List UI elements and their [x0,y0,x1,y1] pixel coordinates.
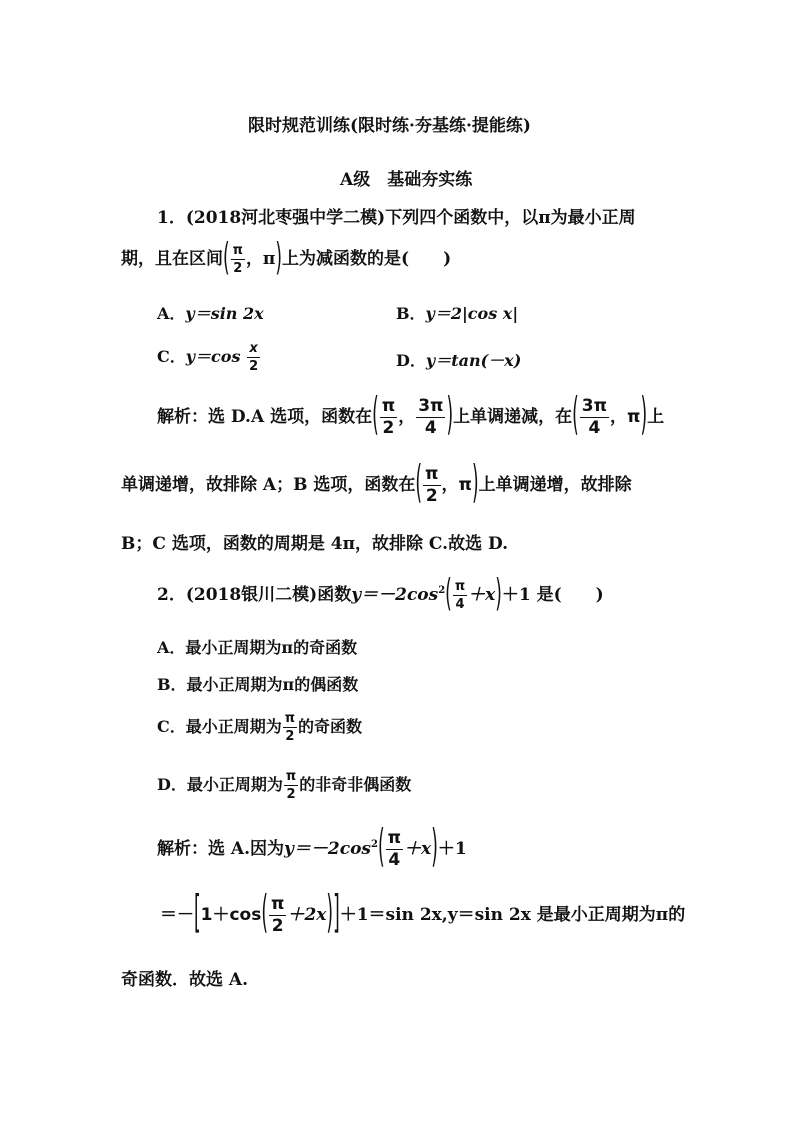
q1-solution-line2: 单调递增，故排除 A；B 选项，函数在( $\frac{\pi}{2}$ ，π)上单调递增，故排除 [121,458,632,511]
q2-option-a: A．最小正周期为π的奇函数 [157,638,358,657]
q1-stem-ending: 上为减函数的是( ) [282,249,452,269]
q2-option-c: C．最小正周期为 $\frac{\pi}{2}$ 的奇函数 [157,711,363,744]
q1-interval-fraction: $\frac{\pi}{2}$ [232,243,243,276]
q1-option-d: D．y＝tan(－x) [396,351,522,370]
q1-option-a: A．y＝sin 2x [157,304,264,323]
q2-option-d: D．最小正周期为 $\frac{\pi}{2}$ 的非奇非偶函数 [157,769,412,802]
q1-option-b: B．y＝2|cos x| [396,304,519,323]
q1-solution-line1: 解析：选 D.A 选项，函数在( $\frac{\pi}{2}$ ， $\frac{3\pi}{4}$ )上单调递减，在( $\frac{3\pi}{4}$ ，π)上 [157,390,665,443]
q2-solution-line1: 解析：选 A.因为$y=-2\cos^2$( $\frac{\pi}{4}$ ＋x)＋1 [157,822,467,875]
q2-stem: 2．(2018银川二模)函数$y=-2\cos^2$( $\frac{\pi}{4}$ ＋x)＋1 是( ) [157,572,604,617]
q2-option-b: B．最小正周期为π的偶函数 [157,675,359,694]
page-title: 限时规范训练(限时练·夯基练·提能练) [248,116,531,136]
q1-stem-text: 期，且在区间 [121,249,223,269]
q1-interval-end: ，π [245,249,276,269]
section-heading: A级 基础夯实练 [340,170,473,190]
q1-option-c-fraction: $\frac{x}{2}$ [249,341,259,374]
q2-solution-line2: ＝－[1＋cos( $\frac{\pi}{2}$ ＋2x)]＋1＝sin 2x,y＝sin 2x 是最小正周期为π的 [160,888,686,941]
q2-solution-line3: 奇函数．故选 A. [121,970,249,990]
q1-stem-line1: 1．(2018河北枣强中学二模)下列四个函数中，以π为最小正周 [157,208,636,228]
q1-stem-line2: 期，且在区间( $\frac{\pi}{2}$ ，π)上为减函数的是( ) [121,236,452,281]
q1-solution-line3: B；C 选项，函数的周期是 4π，故排除 C.故选 D. [121,534,509,554]
q1-option-c: C．y＝cos $\frac{x}{2}$ [157,341,259,374]
